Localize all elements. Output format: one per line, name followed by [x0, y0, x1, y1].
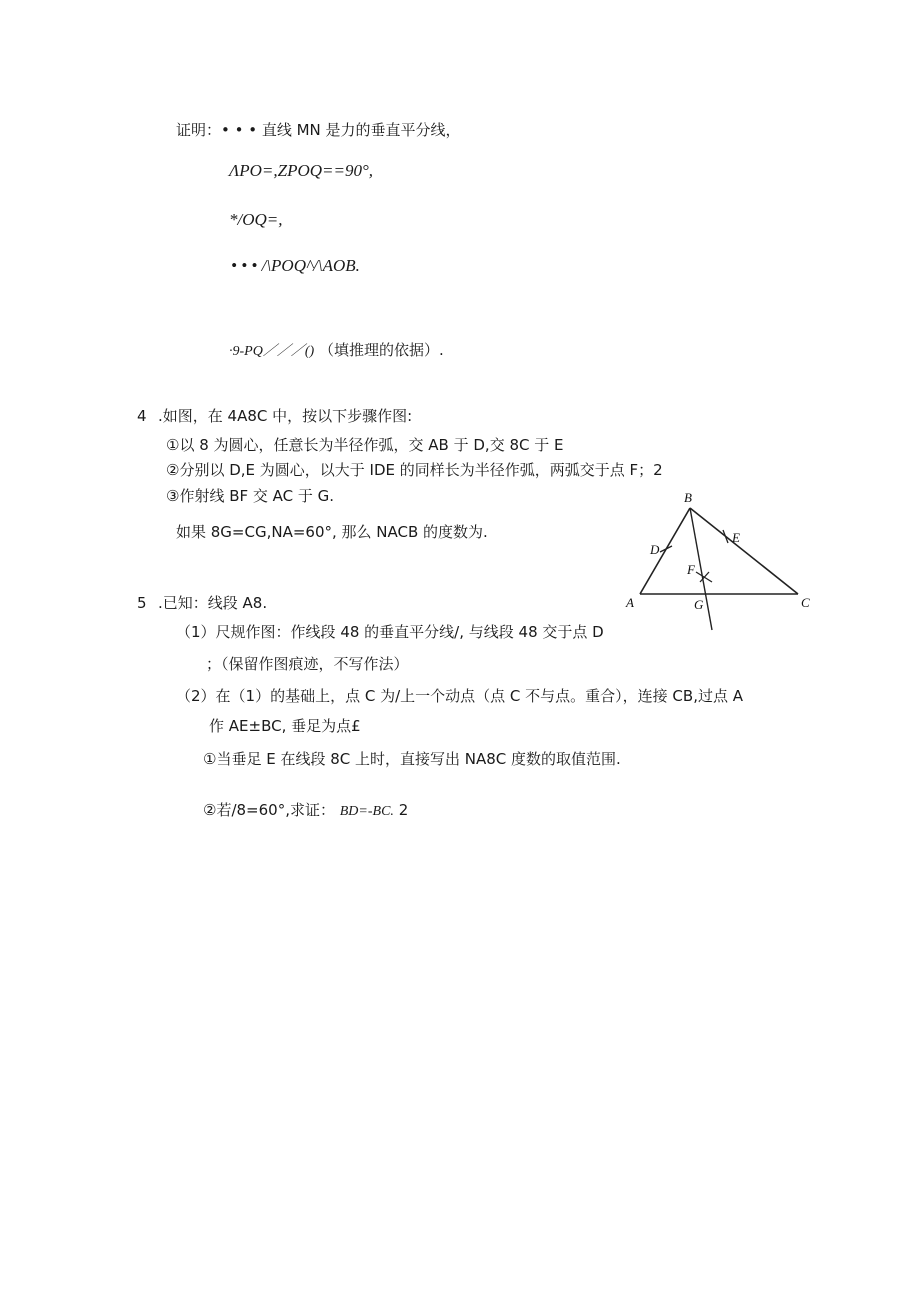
question-4-number: 4	[137, 407, 147, 425]
proof-line-3: */OQ=,	[229, 210, 283, 229]
question-4-intro: .如图，在 4A8C 中，按以下步骤作图:	[158, 407, 413, 425]
question-4-step-3: ③作射线 BF 交 AC 于 G.	[166, 487, 335, 505]
proof-line-2: ΛPO=,ZPOQ==90°,	[229, 161, 374, 180]
question-4-step-2: ②分别以 D,E 为圆心，以大于 IDE 的同样长为半径作弧，两弧交于点 F；2	[166, 461, 663, 479]
label-g: G	[694, 597, 704, 612]
question-5-part-2-cont: 作 AE±BC, 垂足为点£	[209, 717, 361, 735]
question-5-sub-2	[203, 800, 408, 822]
question-5-number: 5	[137, 594, 147, 612]
triangle-figure	[620, 486, 820, 636]
question-4-question: 如果 8G=CG,NA=60°, 那么 NACB 的度数为.	[176, 523, 488, 541]
question-5-sub-2-formula: BD=-BC.	[339, 804, 394, 819]
question-5-sub-1: ①当垂足 E 在线段 8C 上时，直接写出 NA8C 度数的取值范围.	[203, 750, 621, 768]
label-e: E	[732, 530, 740, 545]
proof-line-4: • • • /\POQ^/\AOB.	[231, 256, 360, 275]
question-5-sub-2-text: ②若/8=60°,求证：	[203, 801, 335, 819]
question-5-part-1-note: ；（保留作图痕迹，不写作法）	[206, 655, 409, 673]
proof-line-1: 证明：• • • 直线 MN 是力的垂直平分线，	[176, 121, 461, 139]
proof-reason-text: （填推理的依据）.	[318, 341, 444, 359]
proof-line-5	[229, 340, 444, 362]
label-f: F	[687, 562, 695, 577]
label-a: A	[626, 595, 634, 610]
label-c: C	[801, 595, 810, 610]
label-d: D	[650, 542, 660, 557]
question-5-sub-2-tail: 2	[398, 801, 409, 819]
label-b: B	[684, 490, 692, 505]
question-5-intro: .已知：线段 A8.	[158, 594, 268, 612]
question-5-part-1: （1）尺规作图：作线段 48 的垂直平分线/, 与线段 48 交于点 D	[176, 623, 604, 641]
side-bc	[690, 508, 798, 594]
question-4-step-1: ①以 8 为圆心，任意长为半径作弧，交 AB 于 D,交 8C 于 E	[166, 436, 564, 454]
arc-mark-d	[660, 546, 672, 552]
side-ab	[640, 508, 690, 594]
proof-reason-formula: ·9-PQ／／／()	[229, 344, 315, 359]
question-5-part-2: （2）在（1）的基础上，点 C 为/上一个动点（点 C 不与点。重合），连接 CB,过点 A	[176, 687, 743, 705]
arc-mark-e	[723, 530, 728, 543]
